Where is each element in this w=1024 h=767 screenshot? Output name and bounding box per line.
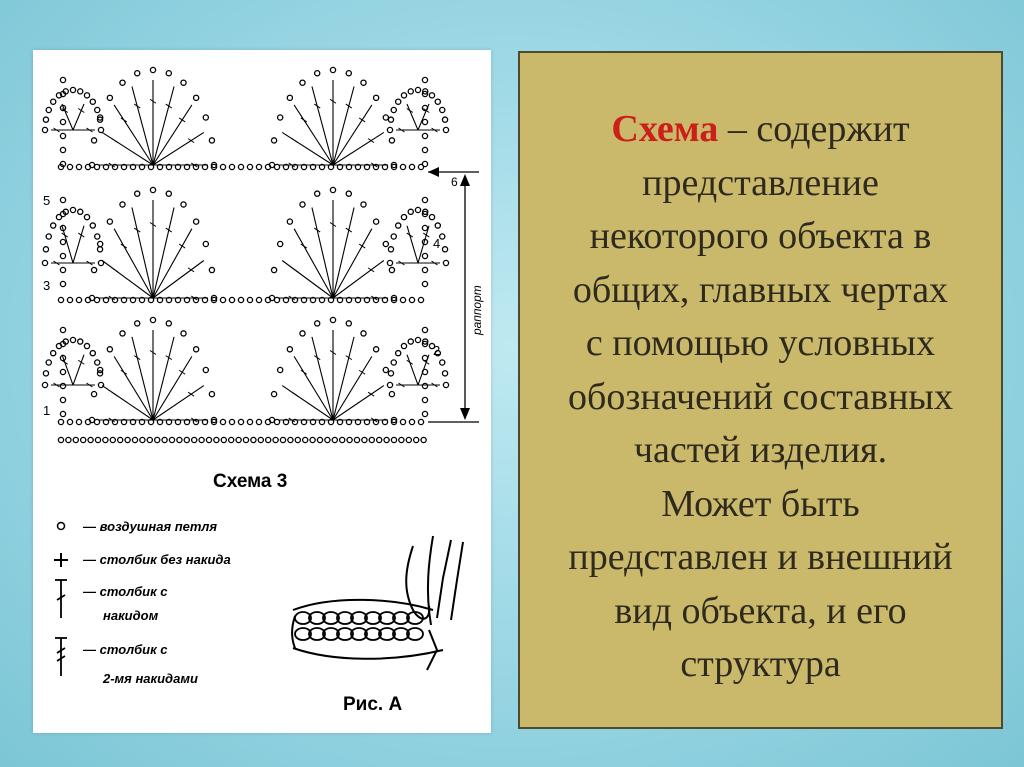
stitch-fan [98,200,208,300]
row-chain [238,297,243,302]
crochet-loops [295,612,423,640]
arc-chain [84,343,89,348]
arc-chain [181,202,186,207]
legend-text-single: — столбик без накида [83,552,231,567]
single-crochet-icon [54,553,68,567]
foundation-chain [73,437,78,442]
edge-chain [422,355,427,360]
arc-chain [203,115,208,120]
edge-chain [60,281,65,286]
row-chain [400,419,405,424]
row-chain [94,164,99,169]
arc-chain [70,207,75,212]
definition-line: общих, главных чертах [572,268,949,311]
foundation-chain [354,437,359,442]
arc-chain [271,138,276,143]
arc-chain [401,93,406,98]
arc-chain [194,95,199,100]
arc-chain [150,317,155,322]
foundation-chain [303,437,308,442]
arc-chain [43,247,48,252]
foundation-chain [132,437,137,442]
foundation-chain [273,437,278,442]
arc-chain [415,207,420,212]
arc-chain [209,267,214,272]
arc-chain [43,117,48,122]
arc-chain [383,241,388,246]
arc-chain [388,371,393,376]
arc-chain [150,187,155,192]
foundation-chain [66,437,71,442]
arc-chain [387,382,392,387]
edge-chain [422,119,427,124]
arc-chain [287,219,292,224]
arc-chain [435,99,440,104]
row-number-4: 4 [433,236,441,251]
arc-chain [443,127,448,132]
arc-chain [442,117,447,122]
definition-line: структура [680,643,841,685]
arc-chain [330,187,335,192]
double-crochet-icon [55,580,67,618]
foundation-chain [325,437,330,442]
arc-chain [209,138,214,143]
foundation-chain [421,437,426,442]
arc-chain [429,93,434,98]
stitch-fan [98,80,208,167]
arc-chain [181,331,186,336]
arc-chain [95,234,100,239]
row-chain [400,297,405,302]
edge-chain [422,197,427,202]
foundation-chain [169,437,174,442]
foundation-chain [310,437,315,442]
arc-chain [42,127,47,132]
edge-chain [422,161,427,166]
row-chain [274,164,279,169]
arc-chain [51,99,56,104]
arc-chain [91,138,96,143]
arc-chain [315,191,320,196]
definition-line: представление [642,161,879,204]
arc-chain [374,219,379,224]
arc-chain [315,71,320,76]
arc-chain [389,392,394,397]
foundation-chain [103,437,108,442]
foundation-chain [125,437,130,442]
arc-chain [90,223,95,228]
arc-chain [361,331,366,336]
crochet-chart [33,50,491,733]
arc-chain [84,215,89,220]
row-chain [67,164,72,169]
arc-chain [440,234,445,239]
arc-chain [396,351,401,356]
stitch-fan [278,200,388,300]
arc-chain [287,347,292,352]
arc-chain [43,371,48,376]
arc-chain [42,260,47,265]
legend-text-treble-2: 2-мя накидами [103,671,198,686]
arc-chain [107,95,112,100]
arc-chain [408,209,413,214]
arc-chain [120,202,125,207]
definition-line: вид объекта, и его [614,589,907,632]
arc-chain [209,392,214,397]
arc-chain [443,382,448,387]
row-chain [58,297,63,302]
arc-chain [97,371,102,376]
arc-chain [388,117,393,122]
legend-text-double: — столбик с [83,584,168,599]
repeat-label: раппорт [470,285,484,335]
row-number-3: 3 [43,278,51,293]
figure-caption: Рис. А [343,694,403,715]
definition-line: с помощью условных [585,322,936,364]
row-chain [274,419,279,424]
foundation-chain [177,437,182,442]
edge-chain [422,281,427,286]
arc-chain [388,247,393,252]
row-chain [274,297,279,302]
legend-text-double-2: накидом [103,608,159,623]
arc-chain [300,202,305,207]
foundation-chain [288,437,293,442]
edge-chain [60,119,65,124]
edge-chain [60,239,65,244]
edge-chain [422,327,427,332]
stitch-fan [278,80,388,167]
diagram-caption: Схема 3 [213,471,288,492]
row-chain [76,164,81,169]
arc-chain [440,107,445,112]
row-chain [247,419,252,424]
edge-chain [422,267,427,272]
row-number-1: 1 [43,403,51,418]
row-chain [220,419,225,424]
arc-chain [98,260,103,265]
arc-chain [300,331,305,336]
stitch-fan [98,330,208,422]
arc-chain [95,360,100,365]
stitch-fan [51,226,95,265]
edge-chain [60,327,65,332]
arc-chain [408,89,413,94]
arc-chain [408,339,413,344]
arc-chain [278,241,283,246]
arc-chain [374,347,379,352]
stitch-fan [396,355,440,387]
foundation-chain [280,437,285,442]
arc-chain [46,234,51,239]
arc-chain [271,267,276,272]
foundation-chain [214,437,219,442]
arc-chain [401,343,406,348]
row-chain [409,419,414,424]
definition-box [518,51,1003,729]
edge-chain [422,411,427,416]
arc-chain [374,95,379,100]
foundation-chain [332,437,337,442]
row-chain [238,164,243,169]
definition-line: обозначений составных [568,375,953,418]
edge-chain [422,147,427,152]
arc-chain [435,223,440,228]
edge-chain [422,225,427,230]
arc-chain [42,382,47,387]
arc-chain [46,107,51,112]
arc-chain [91,392,96,397]
edge-chain [60,397,65,402]
edge-chain [60,133,65,138]
arc-chain [107,219,112,224]
foundation-chain [384,437,389,442]
arc-chain [95,107,100,112]
arc-chain [150,67,155,72]
definition-term: Схема [611,108,719,150]
arc-chain [361,202,366,207]
arc-chain [383,115,388,120]
arc-chain [120,331,125,336]
row-chain [409,297,414,302]
stitch-fan [396,104,440,132]
row-chain [76,419,81,424]
arc-chain [181,80,186,85]
foundation-chain [192,437,197,442]
arc-chain [396,223,401,228]
arc-chain [98,127,103,132]
foundation-chain [377,437,382,442]
arc-chain [78,89,83,94]
row-chain [229,297,234,302]
row-number-5: 5 [43,193,51,208]
row-chain [220,297,225,302]
foundation-chain [317,437,322,442]
stitch-rows [42,67,448,442]
definition-line: частей изделия. [633,429,888,471]
arc-chain [415,87,420,92]
row-chain [418,419,423,424]
arc-chain [70,87,75,92]
row-chain [247,297,252,302]
edge-chain [422,253,427,258]
stitch-fan [51,355,95,387]
arc-chain [135,321,140,326]
definition-line: Может быть [661,482,860,525]
arc-chain [287,95,292,100]
arc-chain [203,367,208,372]
arc-chain [84,93,89,98]
foundation-chain [206,437,211,442]
foundation-chain [295,437,300,442]
arc-chain [78,209,83,214]
foundation-chain [118,437,123,442]
edge-chain [422,397,427,402]
row-chain [400,164,405,169]
foundation-chain [110,437,115,442]
foundation-chain [369,437,374,442]
edge-chain [60,77,65,82]
edge-chain [60,383,65,388]
foundation-chain [221,437,226,442]
arc-chain [442,371,447,376]
edge-chain [60,411,65,416]
foundation-chain [266,437,271,442]
arc-chain [98,382,103,387]
arc-chain [389,138,394,143]
foundation-chain [155,437,160,442]
arc-chain [391,107,396,112]
arc-chain [346,71,351,76]
arc-chain [300,80,305,85]
arc-chain [440,360,445,365]
arc-chain [90,351,95,356]
row-chain [76,297,81,302]
arc-chain [107,347,112,352]
definition-line-1 [530,103,991,157]
row-chain [256,297,261,302]
foundation-chain [184,437,189,442]
arc-chain [415,337,420,342]
foundation-chain [414,437,419,442]
crochet-hook-illustration [292,536,463,670]
arc-chain [97,247,102,252]
foundation-chain [81,437,86,442]
arc-chain [51,223,56,228]
foundation-chain [236,437,241,442]
arc-chain [391,360,396,365]
arc-chain [51,351,56,356]
arc-chain [396,99,401,104]
arc-chain [78,339,83,344]
row-chain [409,164,414,169]
definition-line: некоторого объекта в [589,215,932,257]
arc-chain [389,267,394,272]
row-chain [256,419,261,424]
foundation-chain [347,437,352,442]
legend-text-chain: — воздушная петля [83,519,218,534]
row-chain [238,419,243,424]
arc-chain [90,99,95,104]
edge-chain [60,267,65,272]
arc-chain [401,215,406,220]
foundation-chain [140,437,145,442]
foundation-chain [399,437,404,442]
row-chain [220,164,225,169]
foundation-chain [406,437,411,442]
row-chain [67,297,72,302]
row-number-6: 6 [451,175,458,189]
arc-chain [46,360,51,365]
arc-chain [346,191,351,196]
edge-chain [422,133,427,138]
foundation-chain [95,437,100,442]
stitch-fan [51,104,95,132]
treble-crochet-icon [55,638,67,676]
foundation-chain [147,437,152,442]
foundation-chain [340,437,345,442]
arc-chain [91,267,96,272]
foundation-chain [251,437,256,442]
arc-chain [120,80,125,85]
foundation-chain [88,437,93,442]
arc-chain [166,71,171,76]
crochet-diagram-panel [33,50,491,733]
arc-chain [135,191,140,196]
definition-line: представлен и внешний [568,536,953,578]
row-chain [418,297,423,302]
edge-chain [422,383,427,388]
row-chain [247,164,252,169]
foundation-chain [199,437,204,442]
arc-chain [278,367,283,372]
legend-text-treble: — столбик с [83,642,168,657]
arc-chain [166,321,171,326]
arc-chain [443,260,448,265]
edge-chain [60,147,65,152]
row-number-2: 2 [433,343,441,358]
arc-chain [387,127,392,132]
arc-chain [203,241,208,246]
legend [54,519,231,686]
arc-chain [387,260,392,265]
arc-chain [135,71,140,76]
arc-chain [194,219,199,224]
edge-chain [60,369,65,374]
foundation-chain [362,437,367,442]
arc-chain [383,367,388,372]
chain-stitch-icon [58,523,65,530]
arc-chain [330,67,335,72]
foundation-chain [258,437,263,442]
stitch-fan [278,330,388,422]
row-chain [256,164,261,169]
edge-chain [60,253,65,258]
foundation-chain [391,437,396,442]
arc-chain [442,247,447,252]
row-chain [229,419,234,424]
arc-chain [194,347,199,352]
row-chain [229,164,234,169]
row-chain [67,419,72,424]
foundation-chain [229,437,234,442]
arc-chain [330,317,335,322]
arc-chain [429,215,434,220]
arc-chain [391,234,396,239]
arc-chain [346,321,351,326]
arc-chain [278,115,283,120]
arc-chain [166,191,171,196]
arc-chain [315,321,320,326]
foundation-chain [243,437,248,442]
row-chain [58,419,63,424]
row-chain [94,297,99,302]
definition-text [530,103,991,692]
row-chain [94,419,99,424]
arc-chain [361,80,366,85]
arc-chain [98,241,103,246]
definition-line-1-rest: – содержит [718,108,910,150]
foundation-chain [162,437,167,442]
edge-chain [422,77,427,82]
arc-chain [271,392,276,397]
arc-chain [70,337,75,342]
edge-chain [60,197,65,202]
foundation-chain [58,437,63,442]
